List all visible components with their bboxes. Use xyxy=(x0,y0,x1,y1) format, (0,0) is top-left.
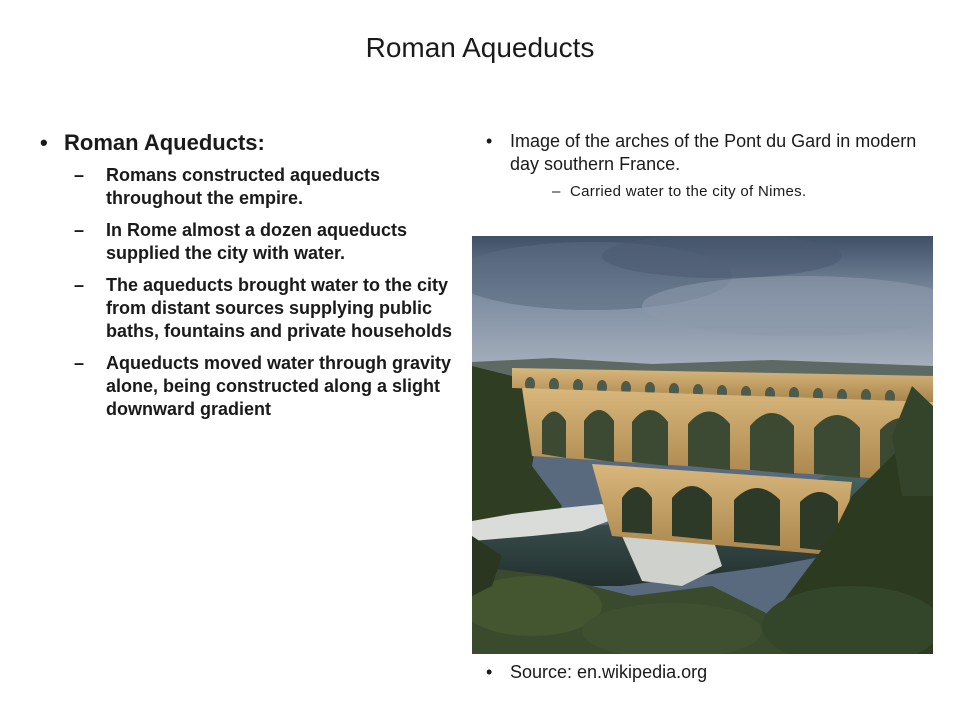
sub-bullet-item xyxy=(64,164,466,210)
bullet-mark: • xyxy=(486,131,493,151)
sub-bullet-text: Romans constructed aqueducts throughout the empire. xyxy=(106,165,381,208)
source-text: Source: en.wikipedia.org xyxy=(510,662,708,682)
slide-title: Roman Aqueducts xyxy=(365,32,595,63)
sub-bullet-item xyxy=(64,274,466,343)
sub-bullet-text: Aqueducts moved water through gravity alone, being constructed along a slight downward gradient xyxy=(106,353,452,419)
bullet-caption xyxy=(482,130,942,202)
heading-text: Roman Aqueducts: xyxy=(64,130,265,155)
bullet-source xyxy=(482,661,942,684)
sub-bullet-list xyxy=(64,164,466,421)
right-column xyxy=(482,130,942,202)
bullet-mark: • xyxy=(486,662,493,682)
left-column xyxy=(36,128,466,430)
dash-mark: – xyxy=(552,183,561,200)
left-bullet-list xyxy=(36,128,466,421)
dash-mark: – xyxy=(74,165,85,185)
pont-du-gard-photo xyxy=(472,236,933,654)
source-list xyxy=(482,661,942,684)
bullet-heading xyxy=(36,128,466,421)
dash-mark: – xyxy=(74,275,85,295)
sub-bullet-text: In Rome almost a dozen aqueducts supplied the city with water. xyxy=(106,220,408,263)
dash-mark: – xyxy=(74,220,85,240)
right-bullet-list xyxy=(482,130,942,202)
sub-caption xyxy=(510,182,942,202)
sub-bullet-item xyxy=(64,219,466,265)
source-block xyxy=(482,661,942,684)
sub-bullet-text: The aqueducts brought water to the city from distant sources supplying public baths, fountains and private households xyxy=(106,275,453,341)
sub-caption-text: Carried water to the city of Nimes. xyxy=(570,183,807,200)
caption-text: Image of the arches of the Pont du Gard in modern day southern France. xyxy=(510,131,917,174)
bullet-mark: • xyxy=(40,130,48,155)
dash-mark: – xyxy=(74,353,85,373)
aqueduct-illustration xyxy=(472,236,933,654)
sub-bullet-item xyxy=(64,352,466,421)
